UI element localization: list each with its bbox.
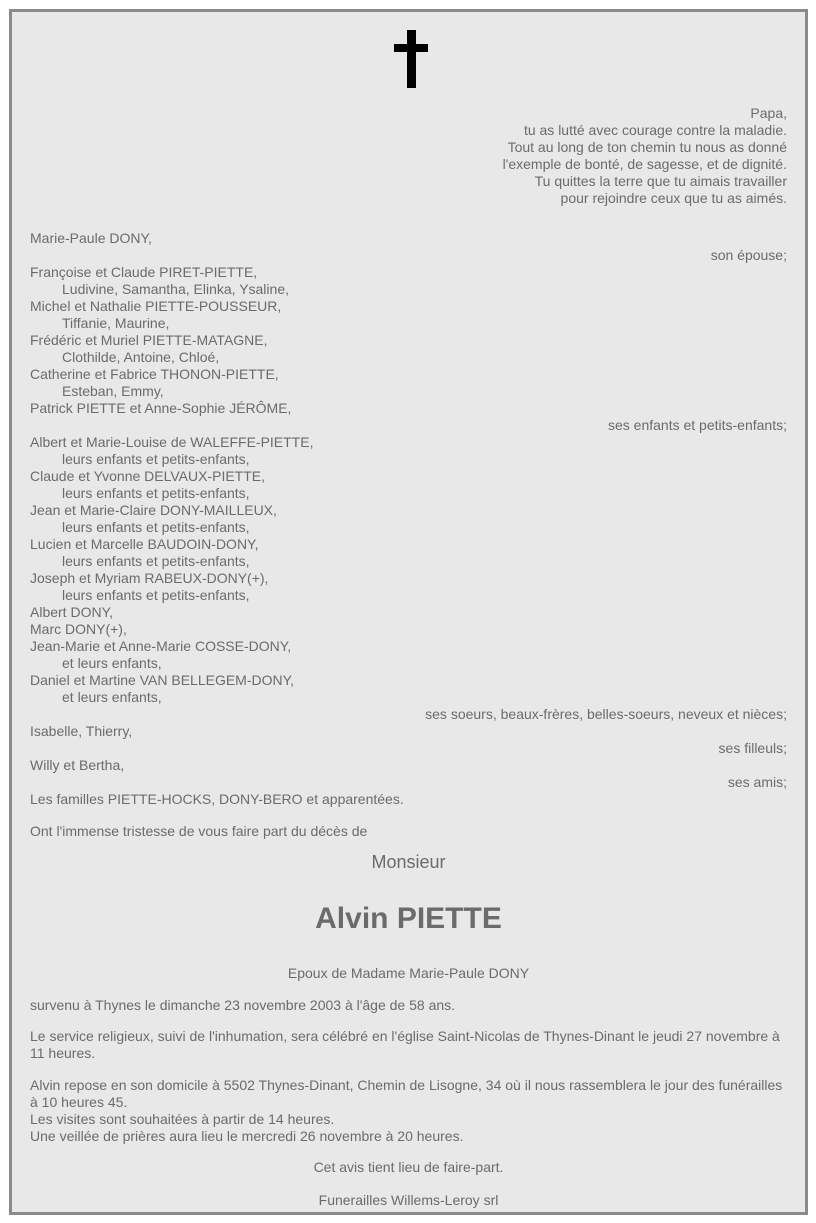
family-line: leurs enfants et petits-enfants,	[62, 553, 250, 569]
death-info: survenu à Thynes le dimanche 23 novembre 2003 à l'âge de 58 ans.	[30, 997, 456, 1013]
siblings-section	[30, 434, 787, 723]
godchildren-role: ses filleuls;	[718, 740, 787, 756]
poem-line: pour rejoindre ceux que tu as aimés.	[560, 190, 787, 206]
family-line: Daniel et Martine VAN BELLEGEM-DONY,	[30, 672, 295, 688]
family-line: Ludivine, Samantha, Elinka, Ysaline,	[62, 281, 289, 297]
poem	[503, 105, 787, 207]
family-line: et leurs enfants,	[62, 689, 162, 705]
family-line: Tiffanie, Maurine,	[62, 315, 170, 331]
spouse-section	[30, 230, 787, 264]
deceased-name: Alvin PIETTE	[315, 902, 502, 935]
poem-line: tu as lutté avec courage contre la maladie.	[523, 122, 787, 138]
spouse-role: son épouse;	[710, 247, 787, 263]
families-line: Les familles PIETTE-HOCKS, DONY-BERO et apparentées.	[30, 791, 404, 807]
family-line: Albert et Marie-Louise de WALEFFE-PIETTE,	[30, 434, 314, 450]
family-line: Michel et Nathalie PIETTE-POUSSEUR,	[30, 298, 282, 314]
family-line: leurs enfants et petits-enfants,	[62, 587, 250, 603]
family-line: Esteban, Emmy,	[62, 383, 164, 399]
rest-line: Les visites sont souhaitées à partir de 14 heures.	[30, 1111, 335, 1127]
poem-line: l'exemple de bonté, de sagesse, et de dignité.	[502, 156, 787, 172]
family-line: Joseph et Myriam RABEUX-DONY(+),	[30, 570, 269, 586]
rest-line: Une veillée de prières aura lieu le mercredi 26 novembre à 20 heures.	[30, 1128, 464, 1144]
spouse-of: Epoux de Madame Marie-Paule DONY	[287, 965, 530, 981]
friends-names: Willy et Bertha,	[30, 757, 125, 773]
children-role: ses enfants et petits-enfants;	[608, 417, 787, 433]
rest-info	[30, 1077, 787, 1145]
obituary-content	[30, 12, 787, 1212]
children-section	[30, 264, 787, 434]
poem-line: Tout au long de ton chemin tu nous as donné	[507, 139, 787, 155]
family-line: leurs enfants et petits-enfants,	[62, 485, 250, 501]
family-line: Marc DONY(+),	[30, 621, 127, 637]
family-line: Jean et Marie-Claire DONY-MAILLEUX,	[30, 502, 277, 518]
family-line: Claude et Yvonne DELVAUX-PIETTE,	[30, 468, 266, 484]
friends-role: ses amis;	[727, 774, 787, 790]
family-line: Françoise et Claude PIRET-PIETTE,	[30, 264, 258, 280]
title: Monsieur	[371, 852, 446, 872]
family-line: Patrick PIETTE et Anne-Sophie JÉRÔME,	[30, 400, 292, 416]
spouse-name: Marie-Paule DONY,	[30, 230, 152, 246]
family-line: leurs enfants et petits-enfants,	[62, 519, 250, 535]
announcement: Ont l'immense tristesse de vous faire part du décès de	[30, 823, 368, 839]
rest-line: Alvin repose en son domicile à 5502 Thynes-Dinant, Chemin de Lisogne, 34 où il nous rassemblera le jour des funérailles à 10 heures 45.	[30, 1077, 783, 1110]
family-line: leurs enfants et petits-enfants,	[62, 451, 250, 467]
family-line: Jean-Marie et Anne-Marie COSSE-DONY,	[30, 638, 292, 654]
godchildren-section	[30, 723, 787, 757]
friends-section	[30, 757, 787, 791]
funeral-home: Funerailles Willems-Leroy srl	[318, 1192, 499, 1208]
family-line: Clothilde, Antoine, Chloé,	[62, 349, 220, 365]
siblings-role: ses soeurs, beaux-frères, belles-soeurs, neveux et nièces;	[425, 706, 787, 722]
family-line: Albert DONY,	[30, 604, 113, 620]
service-info: Le service religieux, suivi de l'inhumation, sera célébré en l'église Saint-Nicolas de Thynes-Dinant le jeudi 27 novembre à 11 heures.	[30, 1028, 780, 1061]
obituary-card	[9, 9, 808, 1215]
family-line: Catherine et Fabrice THONON-PIETTE,	[30, 366, 279, 382]
family-line: et leurs enfants,	[62, 655, 162, 671]
family-line: Frédéric et Muriel PIETTE-MATAGNE,	[30, 332, 268, 348]
godchildren-names: Isabelle, Thierry,	[30, 723, 133, 739]
poem-line: Tu quittes la terre que tu aimais travailler	[534, 173, 787, 189]
notice: Cet avis tient lieu de faire-part.	[313, 1159, 504, 1175]
family-line: Lucien et Marcelle BAUDOIN-DONY,	[30, 536, 259, 552]
poem-line: Papa,	[750, 105, 787, 121]
